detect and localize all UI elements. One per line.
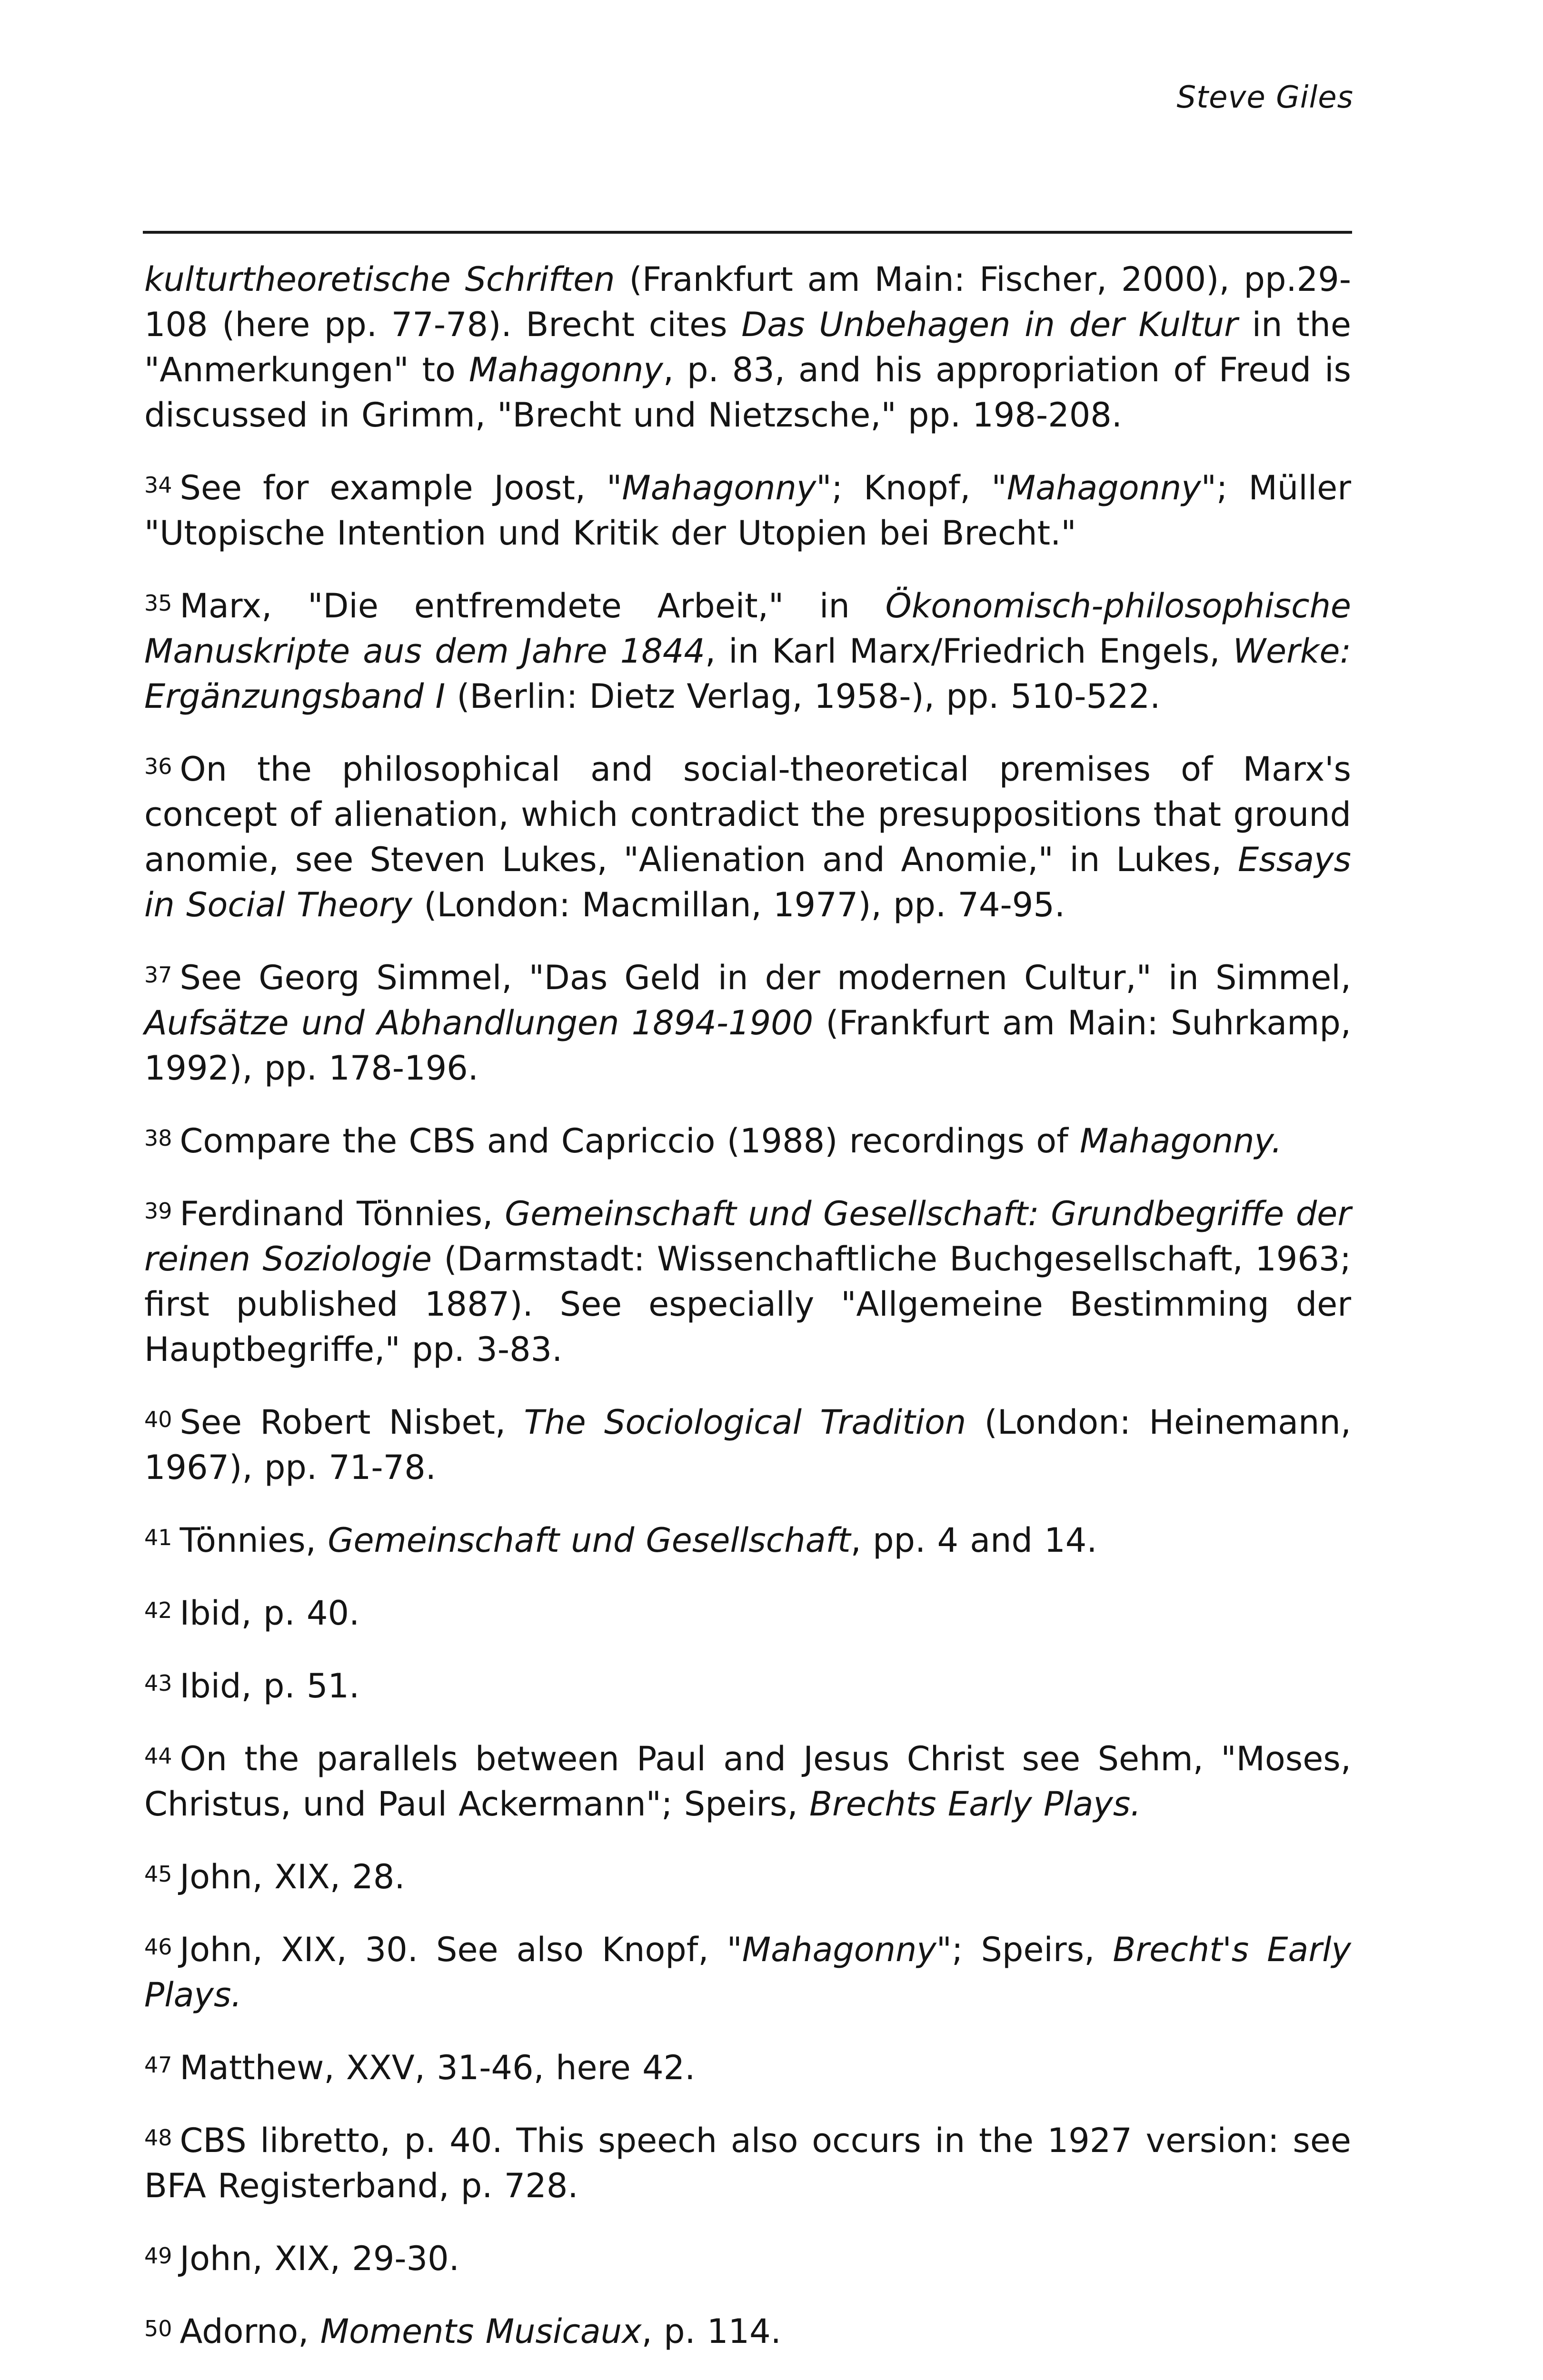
endnote [144,1116,1351,1164]
note-number: 48 [144,2125,172,2151]
note-text: See for example Joost, " [179,468,622,507]
note-number: 34 [144,472,172,498]
note-title-italic: Werke: Ergänzungsband I [144,632,1351,716]
note-text: in the "Anmerkungen" to [144,305,1351,389]
note-text: (London: Macmillan, 1977), pp. 74-95. [412,885,1065,924]
endnote [144,2306,1351,2354]
note-number: 50 [144,2316,172,2341]
note-text: , in Karl Marx/Friedrich Engels, [705,632,1233,671]
note-text: CBS libretto, p. 40. This speech also occurs in the 1927 version: see BFA Registerband, p. 728. [144,2121,1351,2205]
endnote [144,1397,1351,1490]
endnote [144,1515,1351,1563]
note-number: 43 [144,1670,172,1696]
endnote [144,1852,1351,1900]
note-number: 45 [144,1861,172,1887]
note-number: 41 [144,1525,172,1550]
note-text: "; Knopf, " [816,468,1007,507]
note-number: 36 [144,754,172,779]
note-number: 49 [144,2243,172,2269]
note-title-italic: Mahagonny [468,350,663,389]
note-title-italic: Moments Musicaux [320,2312,642,2351]
note-text: , p. 114. [641,2312,781,2351]
note-title-italic: Brecht's Early Plays. [144,1930,1351,2014]
endnote [144,952,1351,1091]
endnote [144,1661,1351,1709]
note-title-italic: Mahagonny. [1080,1121,1282,1160]
endnote [144,2233,1351,2281]
note-text: "; Speirs, [936,1930,1113,1969]
note-title-italic: Brechts Early Plays. [809,1785,1141,1824]
note-number: 46 [144,1934,172,1960]
note-text: John, XIX, 28. [179,1857,405,1896]
note-title-italic: kulturtheoretische Schriften [144,260,615,299]
note-title-italic: Essays in Social Theory [144,840,1351,924]
note-text: , pp. 4 and 14. [850,1521,1097,1560]
note-title-italic: The Sociological Tradition [524,1403,966,1442]
header-rule [143,231,1352,234]
note-title-italic: Das Unbehagen in der Kultur [741,305,1238,344]
note-text: On the parallels between Paul and Jesus Christ see Sehm, "Moses, Christus, und Paul Ackermann"; Speirs, [144,1739,1351,1824]
endnote [144,2115,1351,2209]
note-number: 42 [144,1597,172,1623]
note-number: 39 [144,1198,172,1224]
note-text: John, XIX, 29-30. [179,2239,459,2278]
note-text: Compare the CBS and Capriccio (1988) recordings of [179,1121,1080,1160]
note-text: Ibid, p. 40. [179,1594,360,1633]
note-text: Ferdinand Tönnies, [179,1194,505,1233]
note-text: See Georg Simmel, "Das Geld in der modernen Cultur," in Simmel, [179,958,1351,997]
note-text: "; Müller "Utopische Intention und Kritik der Utopien bei Brecht." [144,468,1351,553]
note-title-italic: Mahagonny [1006,468,1201,507]
note-title-italic: Ökonomisch-philosophische Manuskripte aus dem Jahre 1844 [144,586,1351,671]
endnote [144,1924,1351,2018]
note-text: , p. 83, and his appropriation of Freud is discussed in Grimm, "Brecht und Nietzsche," pp. 198-208. [144,350,1352,435]
note-title-italic: Aufsätze und Abhandlungen 1894-1900 [144,1003,814,1042]
note-title-italic: Gemeinschaft und Gesellschaft [328,1521,851,1560]
endnote [144,1734,1351,1827]
endnotes-list [144,257,1351,2379]
endnote [144,2043,1351,2091]
note-number: 44 [144,1743,172,1769]
note-text: Ibid, p. 51. [179,1666,360,1706]
running-head: Steve Giles [1176,80,1354,115]
note-text: Marx, "Die entfremdete Arbeit," in [179,586,886,625]
endnote [144,463,1351,556]
note-text: John, XIX, 30. See also Knopf, " [179,1930,742,1969]
note-text: Adorno, [179,2312,320,2351]
note-text: (Frankfurt am Main: Suhrkamp, 1992), pp. 178-196. [144,1003,1352,1088]
note-text: Tönnies, [179,1521,328,1560]
note-title-italic: Mahagonny [742,1930,936,1969]
note-title-italic: Gemeinschaft und Gesellschaft: Grundbegriffe der reinen Soziologie [144,1194,1351,1279]
endnote [144,257,1351,438]
endnote [144,744,1351,928]
note-number: 47 [144,2052,172,2078]
note-text: (London: Heinemann, 1967), pp. 71-78. [144,1403,1352,1487]
note-text: Matthew, XXV, 31-46, here 42. [179,2048,696,2087]
note-number: 40 [144,1407,172,1432]
note-text: (Frankfurt am Main: Fischer, 2000), pp.29-108 (here pp. 77-78). Brecht cites [144,260,1351,344]
endnote [144,1588,1351,1636]
note-number: 35 [144,590,172,616]
note-number: 37 [144,962,172,988]
note-text: On the philosophical and social-theoretical premises of Marx's concept of alienation, which contradict the presuppositions that ground anomie, see Steven Lukes, "Alienation and Anomie," in Lukes, [144,750,1351,879]
endnote [144,581,1351,719]
note-text: (Berlin: Dietz Verlag, 1958-), pp. 510-522. [445,677,1161,716]
endnote [144,1189,1351,1372]
note-text: See Robert Nisbet, [179,1403,524,1442]
note-title-italic: Mahagonny [622,468,816,507]
note-number: 38 [144,1125,172,1151]
note-text: (Darmstadt: Wissenchaftliche Buchgesellschaft, 1963; first published 1887). See especially "Allgemeine Bestimming der Hauptbegriffe," pp. 3-83. [144,1240,1351,1369]
